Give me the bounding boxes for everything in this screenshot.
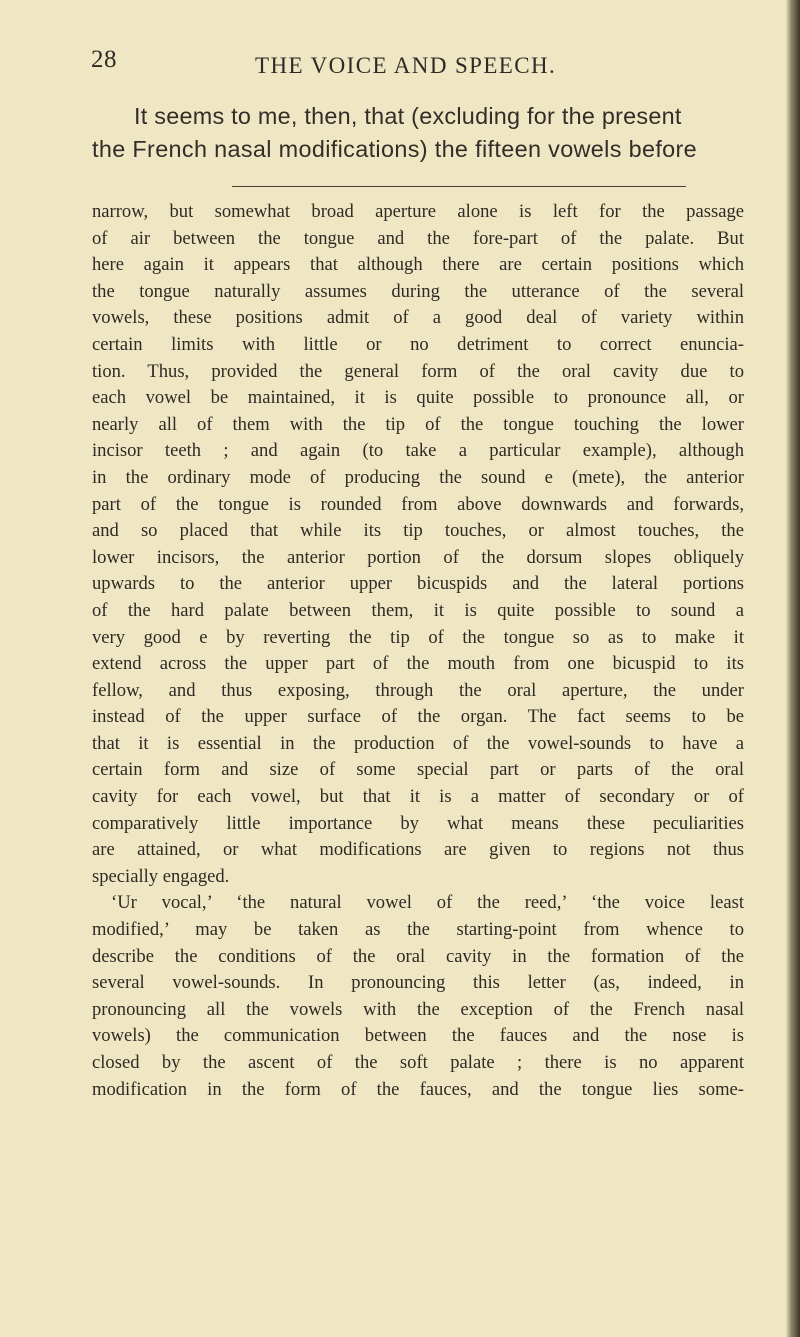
- text-line: specially engaged.: [92, 865, 230, 887]
- text-line: upwards to the anterior upper bicuspids and the lateral portions: [92, 573, 744, 595]
- text-line: cavity for each vowel, but that it is a matter of secondary or of: [92, 786, 744, 808]
- overlay-text-line-2: the French nasal modifications) the fifteen vowels before: [92, 136, 698, 162]
- text-line: vowels, these positions admit of a good deal of variety within: [92, 307, 744, 329]
- text-line: of air between the tongue and the fore-part of the palate. But: [92, 227, 744, 249]
- text-line: each vowel be maintained, it is quite possible to pronounce all, or: [92, 387, 744, 409]
- body-text: [92, 199, 744, 1103]
- text-line: certain form and size of some special part or parts of the oral: [92, 759, 744, 781]
- horizontal-rule: [232, 186, 686, 187]
- text-line: very good e by reverting the tip of the tongue so as to make it: [92, 626, 744, 648]
- text-line: lower incisors, the anterior portion of the dorsum slopes obliquely: [92, 546, 744, 568]
- running-head: THE VOICE AND SPEECH.: [255, 53, 557, 78]
- text-line: vowels) the communication between the fauces and the nose is: [92, 1025, 744, 1047]
- text-line: describe the conditions of the oral cavity in the formation of the: [92, 945, 744, 967]
- text-line: part of the tongue is rounded from above downwards and forwards,: [92, 493, 744, 515]
- text-line: in the ordinary mode of producing the sound e (mete), the anterior: [92, 466, 744, 488]
- text-line: fellow, and thus exposing, through the oral aperture, the under: [92, 679, 744, 701]
- text-line: instead of the upper surface of the organ. The fact seems to be: [92, 706, 744, 728]
- text-line: tion. Thus, provided the general form of the oral cavity due to: [92, 360, 744, 382]
- overlay-text-line-1: It seems to me, then, that (excluding for the present: [134, 103, 682, 129]
- paragraph-1: [92, 199, 744, 890]
- text-line: certain limits with little or no detriment to correct enuncia-: [92, 333, 744, 355]
- text-line: closed by the ascent of the soft palate ; there is no apparent: [92, 1052, 744, 1073]
- text-line: modified,’ may be taken as the starting-point from whence to: [92, 919, 744, 941]
- text-line: that it is essential in the production of the vowel-sounds to have a: [92, 732, 744, 754]
- text-line: are attained, or what modifications are given to regions not thus: [92, 839, 744, 861]
- text-line: several vowel-sounds. In pronouncing this letter (as, indeed, in: [92, 972, 744, 994]
- text-line: incisor teeth ; and again (to take a particular example), although: [92, 440, 744, 462]
- text-line: and so placed that while its tip touches, or almost touches, the: [92, 520, 744, 542]
- page-edge-shadow: [786, 0, 800, 1337]
- text-line: extend across the upper part of the mouth from one bicuspid to its: [92, 653, 744, 675]
- text-line: narrow, but somewhat broad aperture alone is left for the passage: [92, 201, 744, 222]
- text-line: modification in the form of the fauces, and the tongue lies some-: [92, 1078, 744, 1100]
- text-line: nearly all of them with the tip of the tongue touching the lower: [92, 413, 744, 435]
- text-line: ‘Ur vocal,’ ‘the natural vowel of the reed,’ ‘the voice least: [111, 892, 744, 914]
- text-line: of the hard palate between them, it is quite possible to sound a: [92, 599, 744, 621]
- text-line: the tongue naturally assumes during the utterance of the several: [92, 280, 744, 302]
- page-number: 28: [91, 46, 117, 73]
- text-line: comparatively little importance by what means these peculiarities: [92, 812, 744, 834]
- paragraph-2: [92, 890, 744, 1103]
- text-line: here again it appears that although there are certain positions which: [92, 254, 744, 276]
- text-line: pronouncing all the vowels with the exception of the French nasal: [92, 998, 744, 1020]
